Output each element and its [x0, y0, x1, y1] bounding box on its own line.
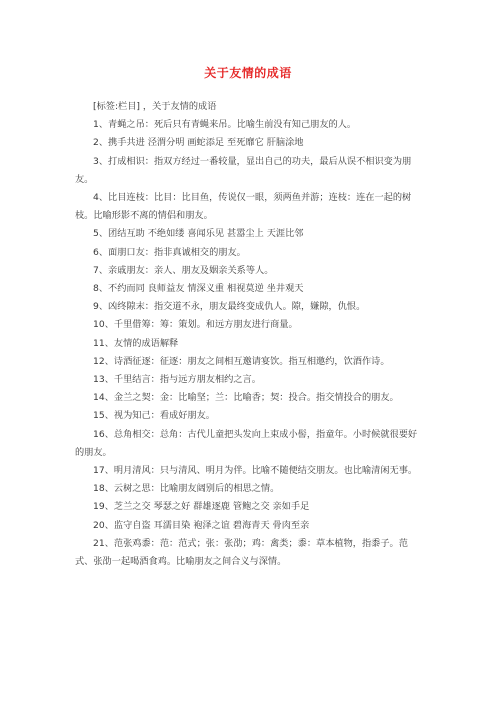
paragraph: 18、云树之思：比喻朋友阔别后的相思之情。 — [93, 483, 280, 495]
paragraph: 2、携手共进 泾渭分明 画蛇添足 至死靡它 肝脑涂地 — [93, 137, 304, 149]
paragraph: 16、总角相交：总角：古代儿童把头发向上束成小髻，指童年。小时候就很要好的朋友。 — [75, 428, 418, 458]
paragraph: [标签:栏目] ，关于友情的成语 — [93, 101, 217, 112]
paragraph: 21、范张鸡黍：范：范式；张：张劭；鸡：禽类；黍：草本植物，指黍子。范式、张劭一起喝酒食鸡。比喻朋友之间合义与深情。 — [75, 537, 408, 568]
paragraph: 10、千里借筹：筹：策划。和远方朋友进行商量。 — [93, 319, 298, 331]
paragraph: 4、比目连枝：比目：比目鱼，传说仅一眼，须两鱼并游；连枝：连在一起的树枝。比喻形影不离的情侣和朋友。 — [75, 192, 412, 222]
paragraph: 5、团结互助 不绝如缕 喜闻乐见 甚嚣尘上 天涯比邻 — [93, 228, 304, 240]
paragraph: 19、芝兰之交 琴瑟之好 群雄逐鹿 管鲍之交 亲如手足 — [93, 501, 310, 513]
paragraph: 1、青蝇之吊：死后只有青蝇来吊。比喻生前没有知己朋友的人。 — [93, 119, 357, 131]
paragraph: 6、面朋口友：指非真诚相交的朋友。 — [93, 246, 246, 258]
paragraph: 17、明月清风：只与清风、明月为伴。比喻不随便结交朋友。也比喻清闲无事。 — [93, 465, 418, 477]
paragraph: 8、不约而同 良师益友 情深义重 相视莫逆 坐井观天 — [93, 283, 304, 295]
paragraph: 3、打成相识：指双方经过一番较量，显出自己的功夫，最后从误不相识变为朋友。 — [75, 155, 412, 185]
document-title: 关于友情的成语 — [204, 66, 292, 80]
paragraph: 11、友情的成语解释 — [93, 337, 179, 349]
paragraph: 9、凶终隙末：指交道不永，朋友最终变成仇人。隙，嫌隙，仇恨。 — [93, 301, 366, 313]
paragraph: 12、诗酒征逐：征逐：朋友之间相互邀请宴饮。指互相邀约，饮酒作诗。 — [93, 355, 390, 367]
document-body — [75, 98, 425, 571]
paragraph: 13、千里结言：指与远方朋友相约之言。 — [93, 374, 261, 386]
paragraph: 14、金兰之契：金：比喻坚；兰：比喻香；契：投合。指交情投合的朋友。 — [93, 392, 399, 404]
paragraph: 7、亲戚朋友：亲人、朋友及姻亲关系等人。 — [93, 264, 274, 276]
paragraph: 15、视为知己：看成好朋友。 — [93, 410, 215, 422]
paragraph: 20、监守自盗 耳濡目染 袍泽之谊 碧海青天 骨肉至亲 — [93, 519, 310, 531]
